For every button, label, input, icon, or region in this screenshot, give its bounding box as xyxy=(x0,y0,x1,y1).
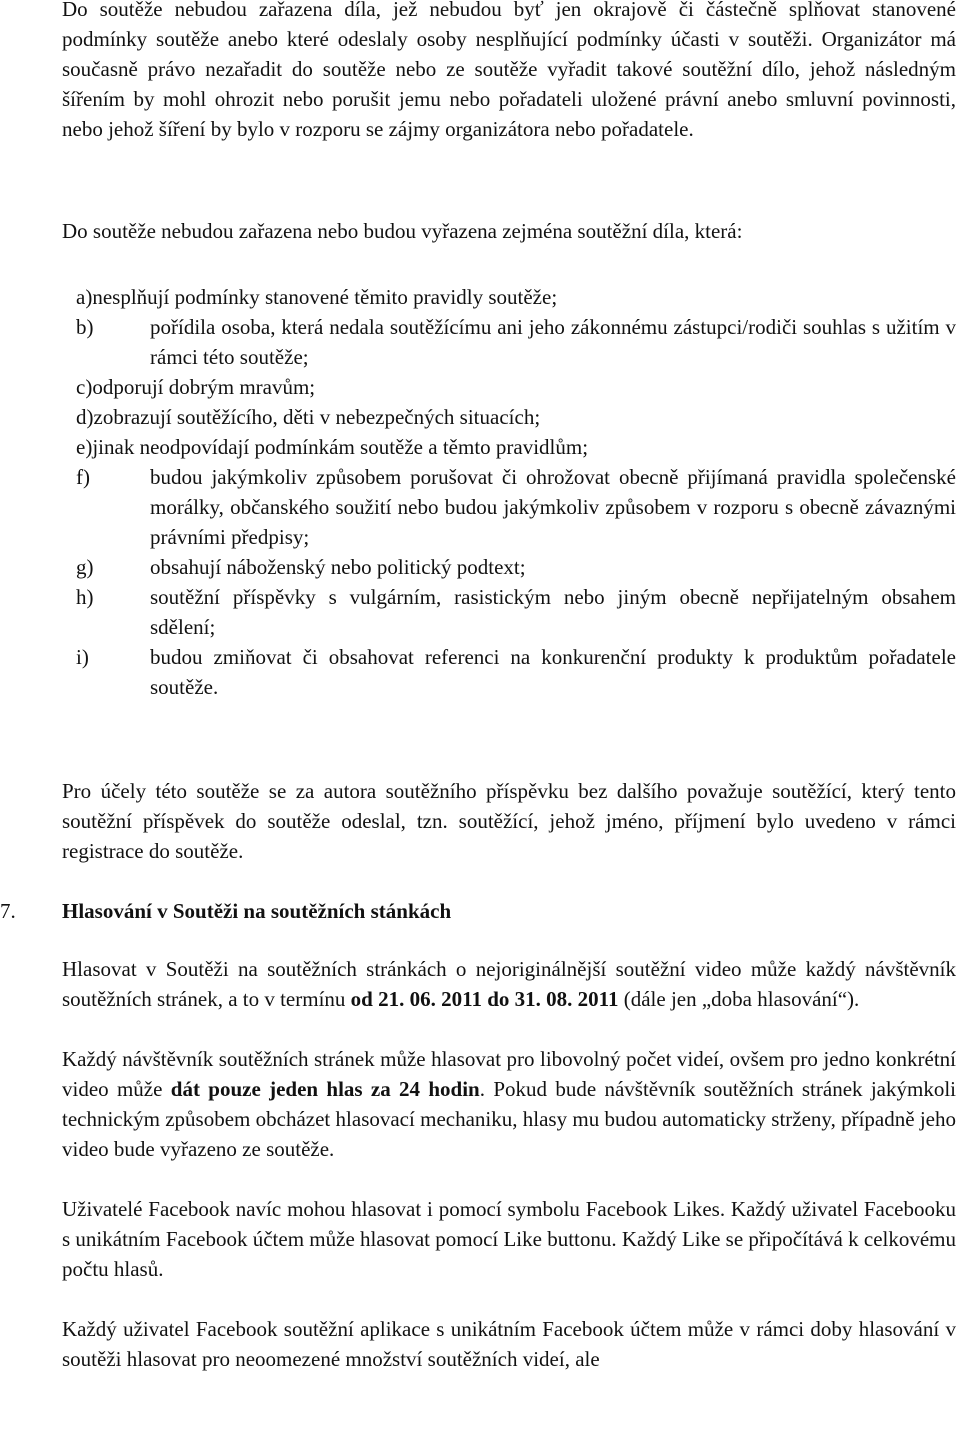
list-item xyxy=(76,582,956,642)
list-item xyxy=(76,462,956,552)
list-item xyxy=(76,372,956,402)
list-item xyxy=(76,282,956,312)
paragraph-exclusion-list-intro: Do soutěže nebudou zařazena nebo budou vyřazena zejména soutěžní díla, která: xyxy=(62,219,743,243)
list-item xyxy=(76,552,956,582)
list-item-text: jinak neodpovídají podmínkám soutěže a těmto pravidlům; xyxy=(92,435,589,459)
list-item-text: soutěžní příspěvky s vulgárním, rasistickým nebo jiným obecně nepřijatelným obsahem sdělení; xyxy=(150,585,956,639)
paragraph-facebook-app: Každý uživatel Facebook soutěžní aplikace s unikátním Facebook účtem může v rámci doby hlasování v soutěži hlasovat pro neoomezené množství soutěžních videí, ale xyxy=(62,1317,956,1371)
list-item xyxy=(76,402,956,432)
voting-period-suffix: (dále jen „doba hlasování“). xyxy=(618,987,860,1011)
list-item xyxy=(76,432,956,462)
list-item-label: f) xyxy=(76,465,90,489)
list-item-text: zobrazují soutěžícího, děti v nebezpečných situacích; xyxy=(93,405,541,429)
list-item-text: budou zmiňovat či obsahovat referenci na konkurenční produkty k produktům pořadatele soutěže. xyxy=(150,645,956,699)
list-item-label: a) xyxy=(76,285,93,309)
list-item-text: budou jakýmkoliv způsobem porušovat či ohrožovat obecně přijímaná pravidla společenské morálky, občanského soužití nebo budou jakýmkoliv způsobem v rozporu s obecně závaznými právními předpisy; xyxy=(150,465,956,549)
list-item-label: i) xyxy=(76,645,89,669)
list-item xyxy=(76,312,956,372)
paragraph-facebook-likes: Uživatelé Facebook navíc mohou hlasovat i pomocí symbolu Facebook Likes. Každý uživatel Facebooku s unikátním Facebook účtem může hlasovat pomocí Like buttonu. Každý Like se připočítává k celkovému počtu hlasů. xyxy=(62,1197,957,1281)
paragraph-voting-period xyxy=(62,954,956,1014)
authorship-block xyxy=(62,776,956,866)
list-item-label: g) xyxy=(76,555,94,579)
list-item-label: b) xyxy=(76,315,94,339)
vote-limits-text: Každý návštěvník soutěžních stránek může hlasovat pro libovolný počet videí, ovšem pro jedno konkrétní video může xyxy=(62,1047,956,1101)
list-item-label: c) xyxy=(76,375,93,399)
list-item-text: obsahují náboženský nebo politický podtext; xyxy=(150,555,526,579)
paragraph-authorship: Pro účely této soutěže se za autora soutěžního příspěvku bez dalšího považuje soutěžící, který tento soutěžní příspěvek do soutěže odeslal, tzn. soutěžící, jehož jméno, příjmení bylo uvedeno v rámci registrace do soutěže. xyxy=(62,779,956,863)
list-item-label: h) xyxy=(76,585,94,609)
voting-block xyxy=(62,954,956,1374)
list-item-text: pořídila osoba, která nedala soutěžícímu ani jeho zákonnému zástupci/rodiči souhlas s užitím v rámci této soutěže; xyxy=(150,315,956,369)
exclusion-list xyxy=(76,282,956,702)
voting-period-text: Hlasovat v Soutěži na soutěžních stránkách o nejoriginálnější soutěžní video může každý návštěvník soutěžních stránek, a to v termínu xyxy=(62,957,956,1011)
list-item-text: nesplňují podmínky stanovené těmito pravidly soutěže; xyxy=(92,285,558,309)
voting-period-dates: od 21. 06. 2011 do 31. 08. 2011 xyxy=(350,987,619,1011)
paragraph-exclusion-intro: Do soutěže nebudou zařazena díla, jež nebudou byť jen okrajově či částečně splňovat stanovené podmínky soutěže anebo které odeslaly osoby nesplňující podmínky účasti v soutěži. Organizátor má současně právo nezařadit do soutěže nebo ze soutěže vyřadit takové soutěžní dílo, jehož následným šířením by mohl ohrozit nebo porušit jemu nebo pořadateli uložené právní anebo smluvní povinnosti, nebo jehož šíření by bylo v rozporu se zájmy organizátora nebo pořadatele. xyxy=(62,0,956,141)
list-item-label: d) xyxy=(76,405,94,429)
list-item xyxy=(76,642,956,702)
list-item-label: e) xyxy=(76,435,93,459)
vote-limits-suffix: . Pokud bude návštěvník soutěžních stránek jakýmkoli technickým způsobem obcházet hlasovací mechaniku, hlasy mu budou automaticky strženy, případně jeho video bude vyřazeno ze soutěže. xyxy=(62,1077,957,1161)
section-number: 7. xyxy=(0,899,16,923)
section-title: Hlasování v Soutěži na soutěžních stánkách xyxy=(62,899,452,923)
paragraph-vote-limits xyxy=(62,1044,956,1164)
vote-limits-rule: dát pouze jeden hlas za 24 hodin xyxy=(170,1077,480,1101)
list-item-text: odporují dobrým mravům; xyxy=(92,375,316,399)
